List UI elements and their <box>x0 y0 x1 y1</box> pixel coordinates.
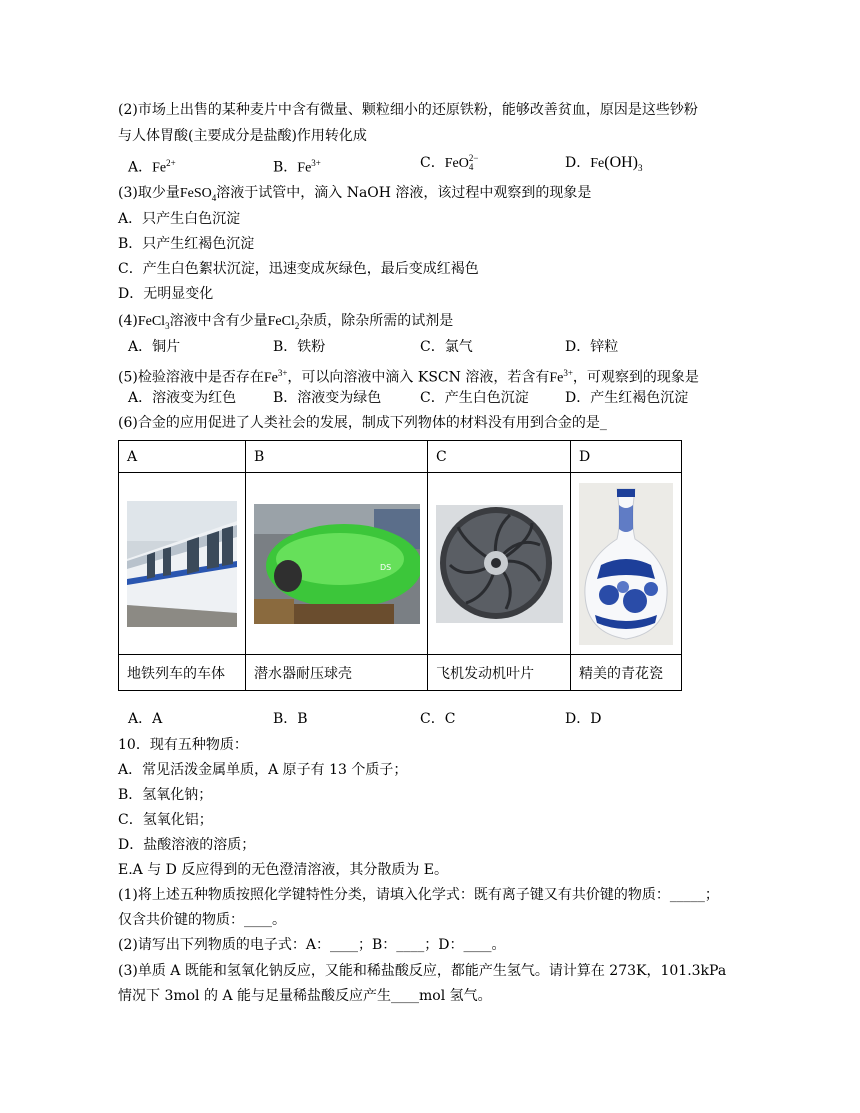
q10-sub1-line1: (1)将上述五种物质按照化学键特性分类，请填入化学式：既有离子键又有共价键的物质：_____； <box>118 887 719 903</box>
table-header-d: D <box>571 441 682 473</box>
table-cell-image-b <box>246 473 428 655</box>
q6-option-a: A．A <box>128 711 163 727</box>
submersible-image <box>254 504 420 624</box>
q3-option-c: C．产生白色絮状沉淀，迅速变成灰绿色，最后变成红褐色 <box>118 261 479 277</box>
q6-option-b: B．B <box>273 711 308 727</box>
table-header-c: C <box>428 441 571 473</box>
q2-stem-line1: (2)市场上出售的某种麦片中含有微量、颗粒细小的还原铁粉，能够改善贫血，原因是这些钞粉 <box>118 102 698 118</box>
q6-option-c: C．C <box>420 711 456 727</box>
q4-option-a: A．铜片 <box>128 339 181 355</box>
q2-option-b: B．$Fe^{3+}$ <box>273 158 321 176</box>
q3-option-a: A．只产生白色沉淀 <box>118 211 241 227</box>
q6-options <box>128 709 688 729</box>
table-cell-image-c <box>428 473 571 655</box>
q10-title: 10．现有五种物质： <box>118 737 248 753</box>
q10-item-c: C．氢氧化铝； <box>118 812 213 828</box>
q3-option-d: D．无明显变化 <box>118 286 214 302</box>
subway-train-image <box>127 501 237 627</box>
q4-options <box>128 337 688 357</box>
q5-option-a: A．溶液变为红色 <box>128 390 237 406</box>
q5-options <box>128 388 688 408</box>
q5-option-c: C．产生白色沉淀 <box>420 390 529 406</box>
q2-option-a: A．$Fe^{2+}$ <box>128 158 176 176</box>
table-header-a: A <box>119 441 246 473</box>
table-cell-image-d <box>571 473 682 655</box>
q10-item-d: D．盐酸溶液的溶质； <box>118 837 256 853</box>
q2-stem-line2: 与人体胃酸(主要成分是盐酸)作用转化成 <box>118 128 367 144</box>
q2-option-d: D．$Fe(OH)_3$ <box>565 154 643 173</box>
q6-option-d: D．D <box>565 711 602 727</box>
q2-options <box>128 153 688 176</box>
q5-stem: (5)检验溶液中是否存在$Fe^{3+}$，可以向溶液中滴入 KSCN 溶液，若含有$Fe^{3+}$，可观察到的现象是 <box>118 368 699 386</box>
q4-option-b: B．铁粉 <box>273 339 326 355</box>
q4-option-d: D．锌粒 <box>565 339 619 355</box>
table-cell-image-a <box>119 473 246 655</box>
q2-option-c: C．FeO 2− 4 <box>420 153 479 172</box>
jet-engine-fan-image <box>436 505 563 623</box>
q5-option-b: B．溶液变为绿色 <box>273 390 382 406</box>
table-caption-b: 潜水器耐压球壳 <box>246 655 428 691</box>
q6-image-table <box>118 440 682 691</box>
q10-sub3-line2: 情况下 3mol 的 A 能与足量稀盐酸反应产生____mol 氢气。 <box>118 988 492 1004</box>
q10-sub2: (2)请写出下列物质的电子式：A：____；B：____；D：____。 <box>118 937 506 953</box>
q10-item-e: E.A 与 D 反应得到的无色澄清溶液，其分散质为 E。 <box>118 862 449 878</box>
table-header-b: B <box>246 441 428 473</box>
q4-stem: (4)FeCl$_3$溶液中含有少量FeCl$_2$杂质，除杂所需的试剂是 <box>118 313 454 331</box>
blue-white-porcelain-vase-image <box>579 483 673 645</box>
q6-stem: (6)合金的应用促进了人类社会的发展，制成下列物体的材料没有用到合金的是_ <box>118 415 607 431</box>
q3-option-b: B．只产生红褐色沉淀 <box>118 236 255 252</box>
q3-stem: (3)取少量FeSO$_4$溶液于试管中，滴入 NaOH 溶液，该过程中观察到的现象是 <box>118 185 592 203</box>
q10-item-b: B．氢氧化钠； <box>118 787 213 803</box>
q10-item-a: A．常见活泼金属单质，A 原子有 13 个质子； <box>118 762 408 778</box>
table-caption-a: 地铁列车的车体 <box>119 655 246 691</box>
q10-sub3-line1: (3)单质 A 既能和氢氧化钠反应，又能和稀盐酸反应，都能产生氢气。请计算在 273K，101.3kPa <box>118 963 727 979</box>
q5-option-d: D．产生红褐色沉淀 <box>565 390 689 406</box>
table-caption-d: 精美的青花瓷 <box>571 655 682 691</box>
q4-option-c: C．氯气 <box>420 339 473 355</box>
q10-sub1-line2: 仅含共价键的物质：____。 <box>118 912 286 928</box>
svg-text:DS: DS <box>379 562 391 572</box>
table-caption-c: 飞机发动机叶片 <box>428 655 571 691</box>
